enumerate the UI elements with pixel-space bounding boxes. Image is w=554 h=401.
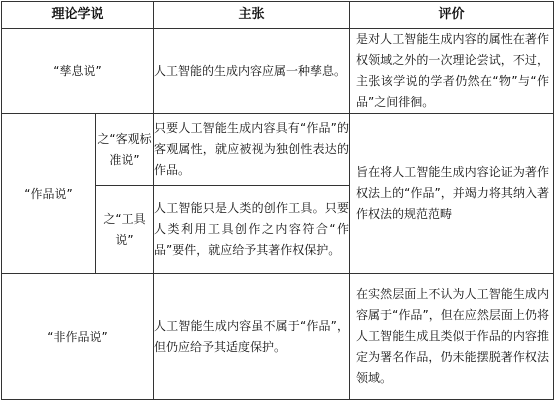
- theory-work: “作品说”: [2, 114, 96, 274]
- header-evaluation: 评价: [350, 2, 554, 29]
- row-work-objective: [2, 114, 554, 186]
- header-claim: 主张: [154, 2, 350, 29]
- theory-comparison-table: [1, 1, 554, 400]
- row-nonwork: [2, 274, 554, 400]
- theory-nonwork: “非作品说”: [2, 274, 154, 400]
- row-lucky: [2, 29, 554, 114]
- evaluation-lucky: 是对人工智能生成内容的属性在著作权领域之外的一次理论尝试，不过，主张该学说的学者仍然在“物”与“作品”之间徘徊。: [350, 29, 554, 114]
- subtheory-objective: 之“客观标准说”: [96, 114, 154, 186]
- evaluation-work: 旨在将人工智能生成内容论证为著作权法上的“作品”，并竭力将其纳入著作权法的规范范畴: [350, 114, 554, 274]
- claim-nonwork: 人工智能生成内容虽不属于“作品”，但仍应给予其适度保护。: [154, 274, 350, 400]
- header-row: [2, 2, 554, 29]
- header-theory: 理论学说: [2, 2, 154, 29]
- theory-lucky: “孳息说”: [2, 29, 154, 114]
- claim-tool: 人工智能只是人类的创作工具。只要人类利用工具创作之内容符合“作品”要件，就应给予其著作权保护。: [154, 186, 350, 274]
- evaluation-nonwork: 在实然层面上不认为人工智能生成内容属于“作品”，但在应然层面上仍将人工智能生成且类似于作品的内容推定为署名作品，仍未能摆脱著作权法领域。: [350, 274, 554, 400]
- claim-objective: 只要人工智能生成内容具有“作品”的客观属性，就应被视为独创性表达的作品。: [154, 114, 350, 186]
- subtheory-tool: 之“工具说”: [96, 186, 154, 274]
- claim-lucky: 人工智能的生成内容应属一种孳息。: [154, 29, 350, 114]
